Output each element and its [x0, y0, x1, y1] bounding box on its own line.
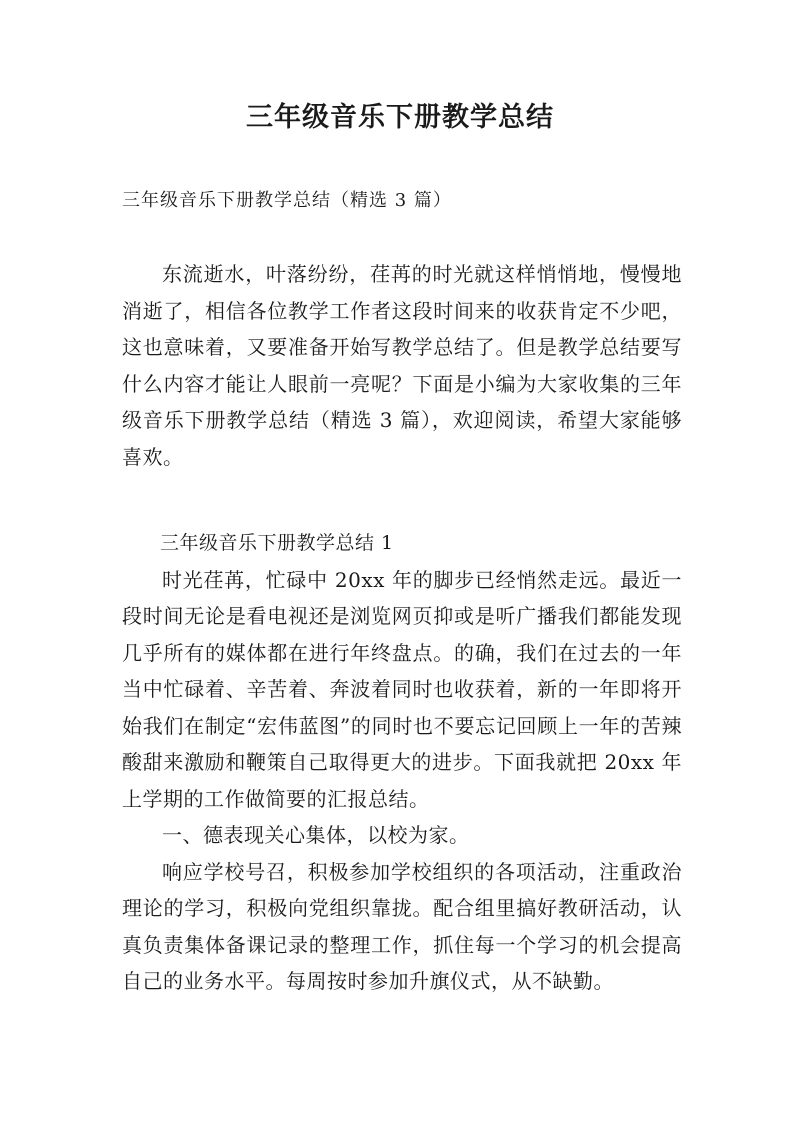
section-paragraph-1: 时光荏苒，忙碌中 20xx 年的脚步已经悄然走远。最近一段时间无论是看电视还是浏览网页抑或是听广播我们都能发现几乎所有的媒体都在进行年终盘点。的确，我们在过去的一年当中忙碌着、辛苦着、奔波着同时也收获着，新的一年即将开始我们在制定“宏伟蓝图”的同时也不要忘记回顾上一年的苦辣酸甜来激励和鞭策自己取得更大的进步。下面我就把 20xx 年上学期的工作做简要的汇报总结。: [122, 567, 682, 811]
section-heading: 三年级音乐下册教学总结 1: [160, 532, 394, 554]
document-subtitle: 三年级音乐下册教学总结（精选 3 篇）: [122, 190, 452, 211]
section-paragraph-2: 响应学校号召，积极参加学校组织的各项活动，注重政治理论的学习，积极向党组织靠拢。配合组里搞好教研活动，认真负责集体备课记录的整理工作，抓住每一个学习的机会提高自己的业务水平。每周按时参加升旗仪式，从不缺勤。: [122, 859, 682, 993]
section-block: [122, 525, 682, 1000]
intro-block: [122, 256, 682, 475]
document-title: 三年级音乐下册教学总结: [246, 102, 554, 133]
intro-paragraph: 东流逝水，叶落纷纷，荏苒的时光就这样悄悄地，慢慢地消逝了，相信各位教学工作者这段时间来的收获肯定不少吧，这也意味着，又要准备开始写教学总结了。但是教学总结要写什么内容才能让人眼前一亮呢？下面是小编为大家收集的三年级音乐下册教学总结（精选 3 篇），欢迎阅读，希望大家能够喜欢。: [122, 262, 682, 469]
section-point-1: 一、德表现关心集体，以校为家。: [162, 823, 470, 847]
